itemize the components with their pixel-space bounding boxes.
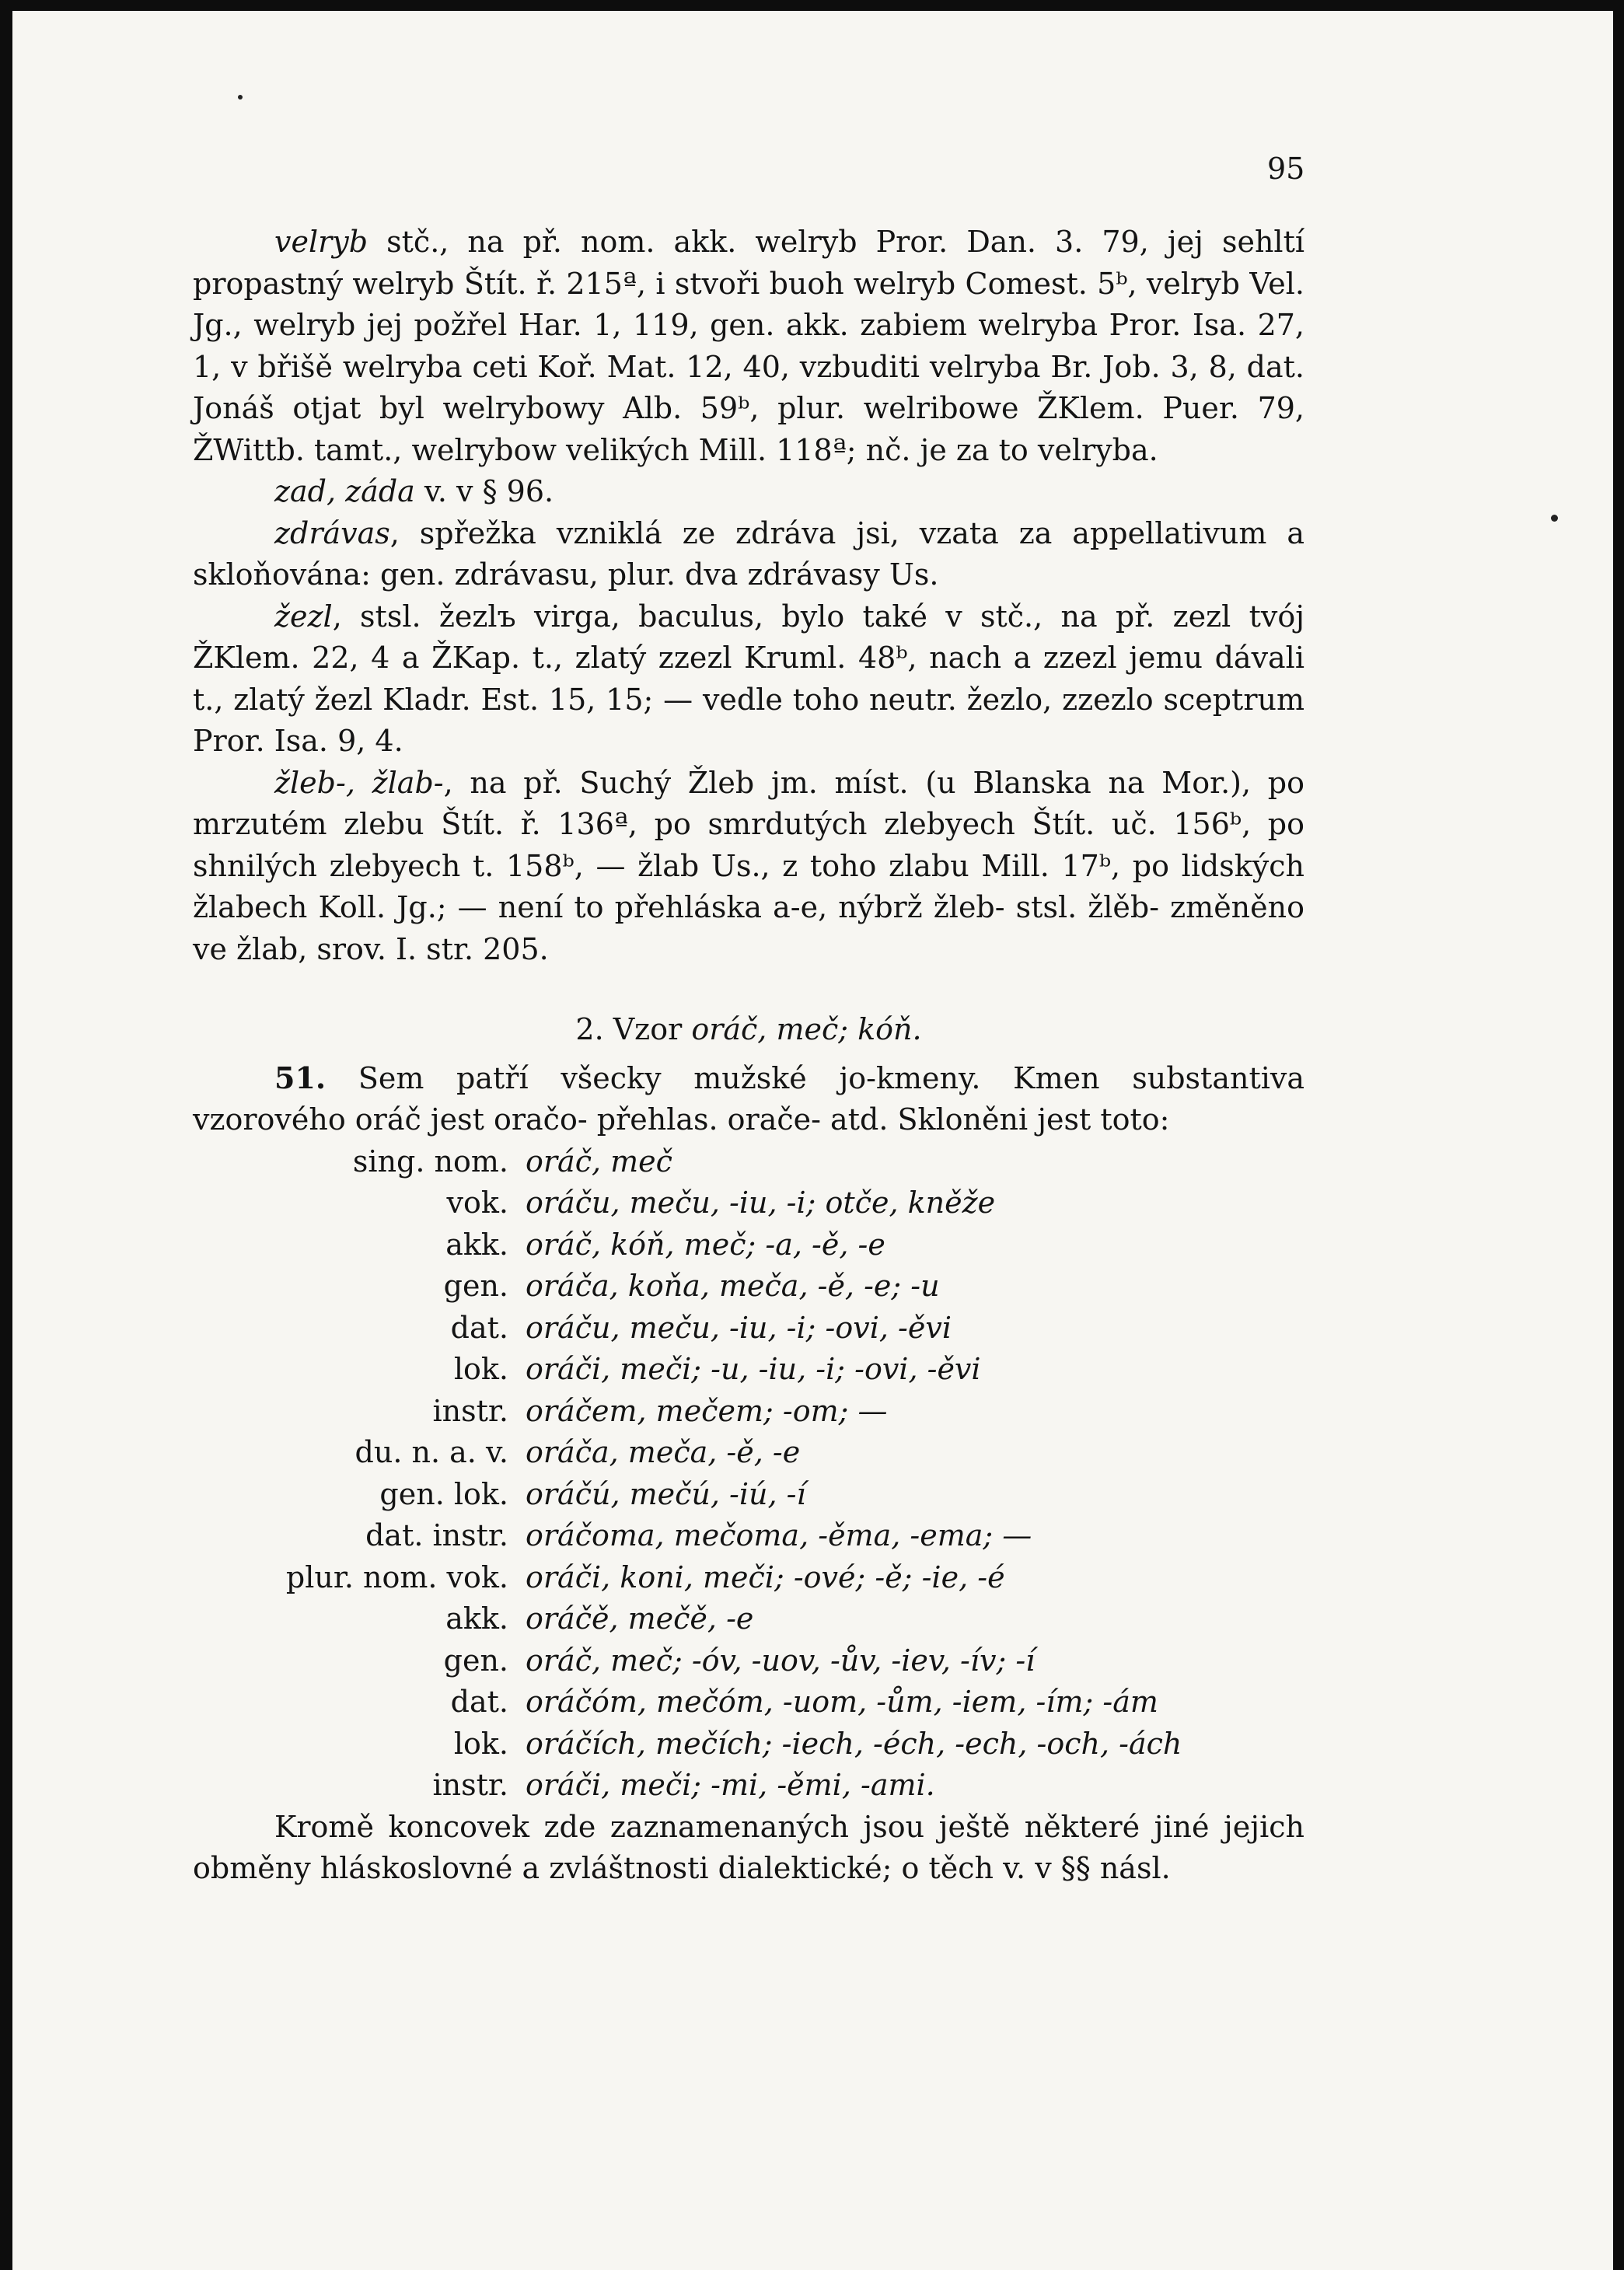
case-forms: oráč, meč; -óv, -uov, -ův, -iev, -ív; -í bbox=[526, 1643, 1036, 1678]
case-forms: oráčoma, mečoma, -ěma, -ema; — bbox=[526, 1518, 1032, 1552]
entry-text: v. v § 96. bbox=[414, 474, 554, 508]
case-label: dat. bbox=[450, 1310, 508, 1345]
declension-row bbox=[193, 1432, 1304, 1474]
case-forms: oráčích, mečích; -iech, -éch, -ech, -och, -ách bbox=[526, 1726, 1182, 1761]
case-forms: oráču, meču, -iu, -i; -ovi, -ěvi bbox=[526, 1310, 952, 1345]
case-forms: oráči, koni, meči; -ové; -ě; -ie, -é bbox=[526, 1559, 1005, 1594]
paper-speck bbox=[238, 95, 243, 100]
declension-row bbox=[193, 1141, 1304, 1183]
entry-zdravas bbox=[193, 513, 1304, 596]
case-forms: oráča, koňa, meča, -ě, -e; -u bbox=[526, 1269, 940, 1303]
case-label: du. n. a. v. bbox=[354, 1435, 508, 1469]
entry-zleb bbox=[193, 763, 1304, 971]
scan-edge-top bbox=[0, 0, 1624, 11]
declension-table bbox=[193, 1141, 1304, 1807]
section-text: Sem patří všecky mužské jo-kmeny. Kmen substantiva vzorového oráč jest oračo- přehlas. orače- atd. Skloněni jest toto: bbox=[193, 1060, 1304, 1137]
entry-text: stč., na př. nom. akk. welryb Pror. Dan. 3. 79, jej sehltí propastný welryb Štít. ř. 215ª, i stvoři buoh welryb Comest. 5ᵇ, velryb Vel. Jg., welryb jej požřel Har. 1, 119, gen. akk. zabiem welryba Pror. Isa. 27, 1, v břišě welryba ceti Koř. Mat. 12, 40, vzbuditi velryba Br. Job. 3, 8, dat. Jonáš otjat byl welrybowy Alb. 59ᵇ, plur. welribowe ŽKlem. Puer. 79, ŽWittb. tamt., welrybow velikých Mill. 118ª; nč. je za to velryba. bbox=[193, 225, 1304, 467]
case-forms: oráču, meču, -iu, -i; otče, kněže bbox=[526, 1186, 996, 1220]
entry-zezl bbox=[193, 596, 1304, 763]
case-label: akk. bbox=[445, 1601, 508, 1636]
entry-lemma: žleb-, žlab- bbox=[274, 765, 444, 800]
case-label: plur. nom. vok. bbox=[285, 1559, 508, 1594]
page-body bbox=[193, 222, 1304, 1890]
case-forms: oráčě, mečě, -e bbox=[526, 1601, 754, 1636]
scan-edge-left bbox=[0, 0, 12, 2270]
declension-row bbox=[193, 1391, 1304, 1433]
case-label: sing. nom. bbox=[352, 1144, 508, 1179]
case-label: gen. bbox=[443, 1269, 508, 1303]
entry-lemma: zdrávas bbox=[274, 515, 390, 550]
case-label: gen. bbox=[443, 1643, 508, 1678]
entry-zad bbox=[193, 471, 1304, 513]
declension-row bbox=[193, 1515, 1304, 1557]
declension-row bbox=[193, 1557, 1304, 1599]
declension-row bbox=[193, 1723, 1304, 1765]
entry-lemma: zad, záda bbox=[274, 474, 415, 508]
case-forms: oráč, meč bbox=[526, 1144, 672, 1179]
scan-edge-right bbox=[1613, 0, 1624, 2270]
heading-prefix: 2. Vzor bbox=[575, 1012, 692, 1046]
case-label: lok. bbox=[453, 1352, 508, 1386]
declension-row bbox=[193, 1598, 1304, 1640]
case-label: dat. bbox=[450, 1685, 508, 1719]
case-forms: oráča, meča, -ě, -e bbox=[526, 1435, 801, 1469]
case-forms: oráčú, mečú, -iú, -í bbox=[526, 1476, 806, 1511]
case-forms: oráči, meči; -u, -iu, -i; -ovi, -ěvi bbox=[526, 1352, 981, 1386]
declension-row bbox=[193, 1640, 1304, 1682]
entry-lemma: žezl bbox=[274, 599, 333, 634]
case-label: vok. bbox=[446, 1186, 508, 1220]
case-label: lok. bbox=[453, 1726, 508, 1761]
declension-row bbox=[193, 1682, 1304, 1723]
entry-lemma: velryb bbox=[274, 225, 368, 259]
declension-row bbox=[193, 1308, 1304, 1350]
declension-row bbox=[193, 1266, 1304, 1308]
case-label: instr. bbox=[432, 1393, 508, 1428]
section-number: 51. bbox=[274, 1060, 327, 1095]
entry-velryb bbox=[193, 222, 1304, 471]
declension-row bbox=[193, 1182, 1304, 1224]
section-heading bbox=[193, 1009, 1304, 1051]
case-forms: oráči, meči; -mi, -ěmi, -ami. bbox=[526, 1768, 935, 1802]
case-label: instr. bbox=[432, 1768, 508, 1802]
case-label: dat. instr. bbox=[365, 1518, 508, 1552]
page-number: 95 bbox=[1267, 152, 1305, 186]
declension-row bbox=[193, 1349, 1304, 1391]
heading-words: oráč, meč; kóň. bbox=[691, 1012, 922, 1046]
declension-row bbox=[193, 1765, 1304, 1807]
section-51 bbox=[193, 1057, 1304, 1141]
entry-text: , spřežka vzniklá ze zdráva jsi, vzata za appellativum a skloňována: gen. zdrávasu, plur. dva zdrávasy Us. bbox=[193, 515, 1304, 592]
paper-speck bbox=[1551, 515, 1558, 522]
case-label: akk. bbox=[445, 1227, 508, 1262]
case-forms: oráčem, mečem; -om; — bbox=[526, 1393, 888, 1428]
declension-row bbox=[193, 1224, 1304, 1266]
declension-row bbox=[193, 1474, 1304, 1516]
case-forms: oráčóm, mečóm, -uom, -ům, -iem, -ím; -ám bbox=[526, 1685, 1158, 1719]
entry-text: , stsl. žezlъ virga, baculus, bylo také v stč., na př. zezl tvój ŽKlem. 22, 4 a ŽKap. t., zlatý zzezl Kruml. 48ᵇ, nach a zzezl jemu dávali t., zlatý žezl Kladr. Est. 15, 15; — vedle toho neutr. žezlo, zzezlo sceptrum Pror. Isa. 9, 4. bbox=[193, 599, 1304, 758]
case-label: gen. lok. bbox=[379, 1476, 508, 1511]
case-forms: oráč, kóň, meč; -a, -ě, -e bbox=[526, 1227, 885, 1262]
entry-text: , na př. Suchý Žleb jm. míst. (u Blanska na Mor.), po mrzutém zlebu Štít. ř. 136ª, po smrdutých zlebyech Štít. uč. 156ᵇ, po shnilých zlebyech t. 158ᵇ, — žlab Us., z toho zlabu Mill. 17ᵇ, po lidských žlabech Koll. Jg.; — není to přehláska a-e, nýbrž žleb- stsl. žlěb- změněno ve žlab, srov. I. str. 205. bbox=[193, 765, 1304, 966]
closing-paragraph: Kromě koncovek zde zaznamenaných jsou ještě některé jiné jejich obměny hláskoslovné a zvláštnosti dialektické; o těch v. v §§ násl. bbox=[193, 1809, 1304, 1885]
